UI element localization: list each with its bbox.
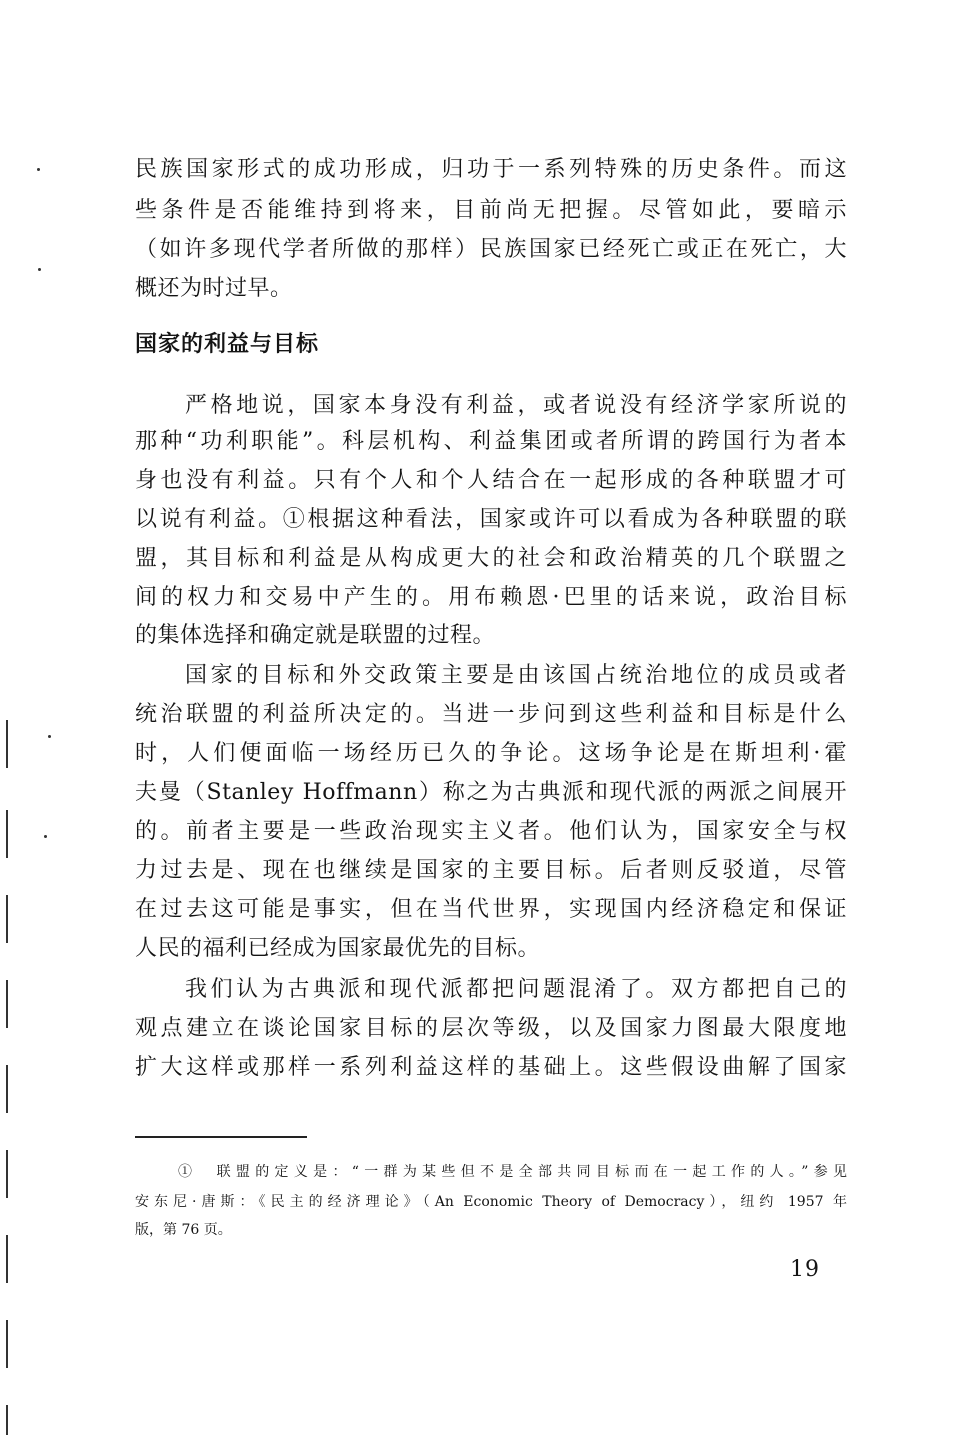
paragraph-line: 的集体选择和确定就是联盟的过程。 — [135, 623, 496, 648]
scan-speck — [38, 268, 41, 271]
footnote-line: 版，第 76 页。 — [135, 1222, 232, 1238]
scan-margin-mark — [6, 1320, 8, 1368]
paragraph-line: 间的权力和交易中产生的。用布赖恩·巴里的话来说，政治目标 — [135, 585, 847, 610]
paragraph-line: 严格地说，国家本身没有利益，或者说没有经济学家所说的 — [185, 393, 847, 418]
section-heading: 国家的利益与目标 — [135, 332, 320, 357]
paragraph-line: 概还为时过早。 — [135, 276, 293, 301]
paragraph-line: 些条件是否能维持到将来，目前尚无把握。尽管如此，要暗示 — [135, 198, 847, 223]
scan-speck — [44, 835, 47, 838]
scan-margin-mark — [6, 810, 8, 858]
scan-margin-mark — [6, 895, 8, 943]
paragraph-line: 我们认为古典派和现代派都把问题混淆了。双方都把自己的 — [185, 977, 847, 1002]
paragraph-line: 民族国家形式的成功形成，归功于一系列特殊的历史条件。而这 — [135, 157, 847, 182]
paragraph-line: 观点建立在谈论国家目标的层次等级，以及国家力图最大限度地 — [135, 1016, 847, 1041]
paragraph-line: 盟，其目标和利益是从构成更大的社会和政治精英的几个联盟之 — [135, 546, 847, 571]
scan-margin-mark — [6, 720, 8, 768]
paragraph-line: 扩大这样或那样一系列利益这样的基础上。这些假设曲解了国家 — [135, 1055, 847, 1080]
scan-margin-mark — [6, 980, 8, 1028]
paragraph-line: 那种“功利职能”。科层机构、利益集团或者所谓的跨国行为者本 — [135, 429, 847, 454]
paragraph-line: 时，人们便面临一场经历已久的争论。这场争论是在斯坦利·霍 — [135, 741, 847, 766]
paragraph-line: 以说有利益。①根据这种看法，国家或许可以看成为各种联盟的联 — [135, 507, 847, 532]
paragraph-line: 身也没有利益。只有个人和个人结合在一起形成的各种联盟才可 — [135, 468, 847, 493]
paragraph-line: 在过去这可能是事实，但在当代世界，实现国内经济稳定和保证 — [135, 897, 847, 922]
footnote-line: ① 联盟的定义是：“一群为某些但不是全部共同目标而在一起工作的人。”参见 — [178, 1164, 847, 1180]
scan-margin-mark — [6, 1150, 8, 1198]
paragraph-line: 人民的福利已经成为国家最优先的目标。 — [135, 936, 541, 961]
paragraph-line: 国家的目标和外交政策主要是由该国占统治地位的成员或者 — [185, 663, 847, 688]
footnote-separator — [135, 1136, 307, 1138]
paragraph-line: 的。前者主要是一些政治现实主义者。他们认为，国家安全与权 — [135, 819, 847, 844]
paragraph-line: （如许多现代学者所做的那样）民族国家已经死亡或正在死亡，大 — [135, 237, 847, 262]
scan-margin-mark — [6, 1065, 8, 1113]
paragraph-line: 统治联盟的利益所决定的。当进一步问到这些利益和目标是什么 — [135, 702, 847, 727]
scan-speck — [48, 735, 51, 738]
scan-margin-mark — [6, 1405, 8, 1435]
page-number: 19 — [790, 1257, 820, 1282]
footnote-line: 安东尼·唐斯：《民主的经济理论》（An Economic Theory of Democracy），纽约 1957 年 — [135, 1194, 847, 1210]
paragraph-line: 力过去是、现在也继续是国家的主要目标。后者则反驳道，尽管 — [135, 858, 847, 883]
scan-margin-mark — [6, 1235, 8, 1283]
scan-speck — [37, 168, 40, 171]
paragraph-line: 夫曼（Stanley Hoffmann）称之为古典派和现代派的两派之间展开 — [135, 780, 847, 805]
